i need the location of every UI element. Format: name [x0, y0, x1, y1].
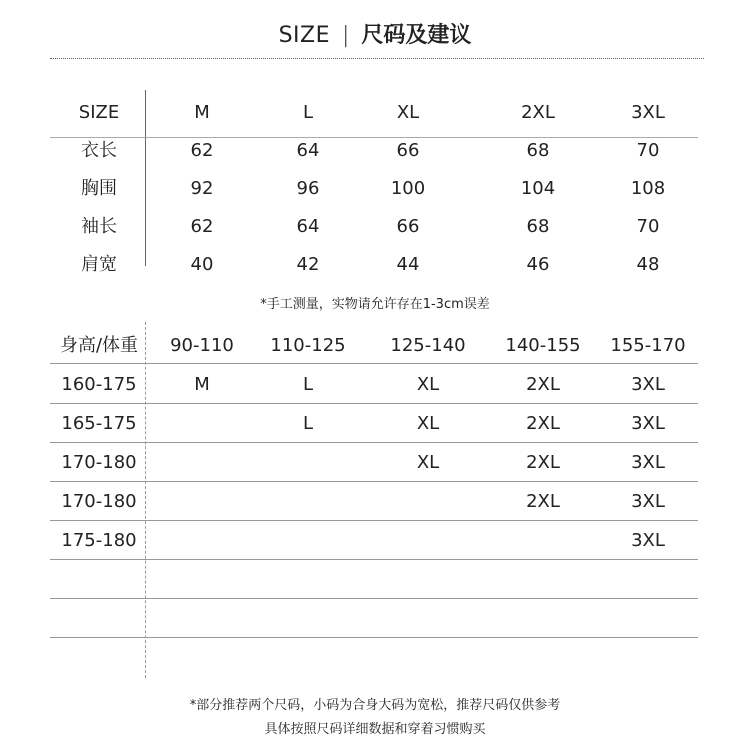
- rec-cell: [493, 521, 593, 560]
- size-cell: 64: [296, 140, 320, 161]
- size-cell: 100: [390, 178, 426, 199]
- rec-cell: 2XL: [526, 374, 560, 395]
- rec-row-label: 170-180: [61, 452, 137, 473]
- row-divider: [50, 363, 698, 364]
- rec-cell: XL: [416, 452, 440, 473]
- rec-table-row: [50, 404, 698, 443]
- rec-row-label: 175-180: [61, 530, 137, 551]
- size-header-cell: L: [302, 102, 314, 123]
- rec-table-row: [50, 365, 698, 404]
- rec-cell: L: [302, 413, 314, 434]
- row-divider: [50, 637, 698, 638]
- rec-table-header: [50, 326, 698, 365]
- rec-table-row: [50, 521, 698, 560]
- recommend-note-2: 具体按照尺码详细数据和穿着习惯购买: [264, 722, 486, 737]
- size-cell: 70: [636, 216, 660, 237]
- rec-cell: 2XL: [526, 413, 560, 434]
- title-separator: |: [342, 23, 350, 48]
- size-cell: 62: [190, 140, 214, 161]
- rec-cell: 3XL: [631, 491, 665, 512]
- rec-cell: 3XL: [631, 374, 665, 395]
- rec-header-cell: 155-170: [610, 335, 686, 356]
- rec-header-cell: 身高/体重: [59, 335, 139, 356]
- rec-row-label: 160-175: [61, 374, 137, 395]
- size-cell: 44: [396, 254, 420, 275]
- recommend-note-1: *部分推荐两个尺码，小码为合身大码为宽松，推荐尺码仅供参考: [189, 698, 561, 713]
- size-table-row: [50, 208, 698, 246]
- rec-cell: XL: [416, 413, 440, 434]
- size-cell: 64: [296, 216, 320, 237]
- size-table-header: [50, 94, 698, 132]
- size-cell: 66: [396, 216, 420, 237]
- rec-cell: [378, 482, 478, 521]
- title-en: SIZE: [278, 23, 330, 48]
- rec-cell: 3XL: [631, 452, 665, 473]
- size-header-cell: SIZE: [78, 102, 120, 123]
- rec-cell: [258, 482, 358, 521]
- rec-cell: XL: [416, 374, 440, 395]
- rec-cell: [152, 443, 252, 482]
- size-cell: 66: [396, 140, 420, 161]
- rec-header-cell: 125-140: [390, 335, 466, 356]
- rec-table-row-empty: [50, 599, 698, 638]
- size-cell: 48: [636, 254, 660, 275]
- rec-row-label: [50, 560, 148, 599]
- rec-table-row: [50, 443, 698, 482]
- size-cell: 104: [520, 178, 556, 199]
- rec-header-cell: 140-155: [505, 335, 581, 356]
- rec-cell: [378, 521, 478, 560]
- size-cell: 46: [526, 254, 550, 275]
- size-header-cell: 2XL: [521, 102, 555, 123]
- rec-row-label: 165-175: [61, 413, 137, 434]
- rec-cell: 3XL: [631, 530, 665, 551]
- size-cell: 42: [296, 254, 320, 275]
- rec-cell: 2XL: [526, 491, 560, 512]
- rec-cell: [258, 521, 358, 560]
- rec-cell: [258, 443, 358, 482]
- size-cell: 108: [630, 178, 666, 199]
- rec-cell: 2XL: [526, 452, 560, 473]
- rec-header-cell: 110-125: [270, 335, 346, 356]
- size-cell: 92: [190, 178, 214, 199]
- size-cell: 96: [296, 178, 320, 199]
- size-table: [50, 94, 698, 284]
- rec-table-row-empty: [50, 560, 698, 599]
- size-row-label: 肩宽: [81, 254, 117, 275]
- rec-cell: M: [194, 374, 210, 395]
- size-cell: 40: [190, 254, 214, 275]
- size-header-cell: 3XL: [631, 102, 665, 123]
- rec-row-label: [50, 599, 148, 638]
- rec-cell: L: [302, 374, 314, 395]
- rec-row-label: 170-180: [61, 491, 137, 512]
- rec-cell: [152, 482, 252, 521]
- rec-header-cell: 90-110: [170, 335, 234, 356]
- size-table-row: [50, 170, 698, 208]
- rec-cell: 3XL: [631, 413, 665, 434]
- size-header-cell: M: [194, 102, 210, 123]
- size-row-label: 胸围: [81, 178, 117, 199]
- size-header-cell: XL: [396, 102, 420, 123]
- title-zh: 尺码及建议: [361, 23, 472, 48]
- size-row-label: 袖长: [81, 216, 117, 237]
- size-header-divider: [50, 137, 698, 138]
- rec-cell: [152, 404, 252, 443]
- page-title: [0, 18, 750, 49]
- dotted-divider: [50, 58, 704, 59]
- rec-cell: [152, 521, 252, 560]
- measure-note: *手工测量，实物请允许存在1-3cm误差: [260, 297, 490, 312]
- size-row-label: 衣长: [81, 140, 117, 161]
- size-cell: 68: [526, 216, 550, 237]
- rec-table-row: [50, 482, 698, 521]
- size-cell: 62: [190, 216, 214, 237]
- size-cell: 68: [526, 140, 550, 161]
- size-table-row: [50, 246, 698, 284]
- size-cell: 70: [636, 140, 660, 161]
